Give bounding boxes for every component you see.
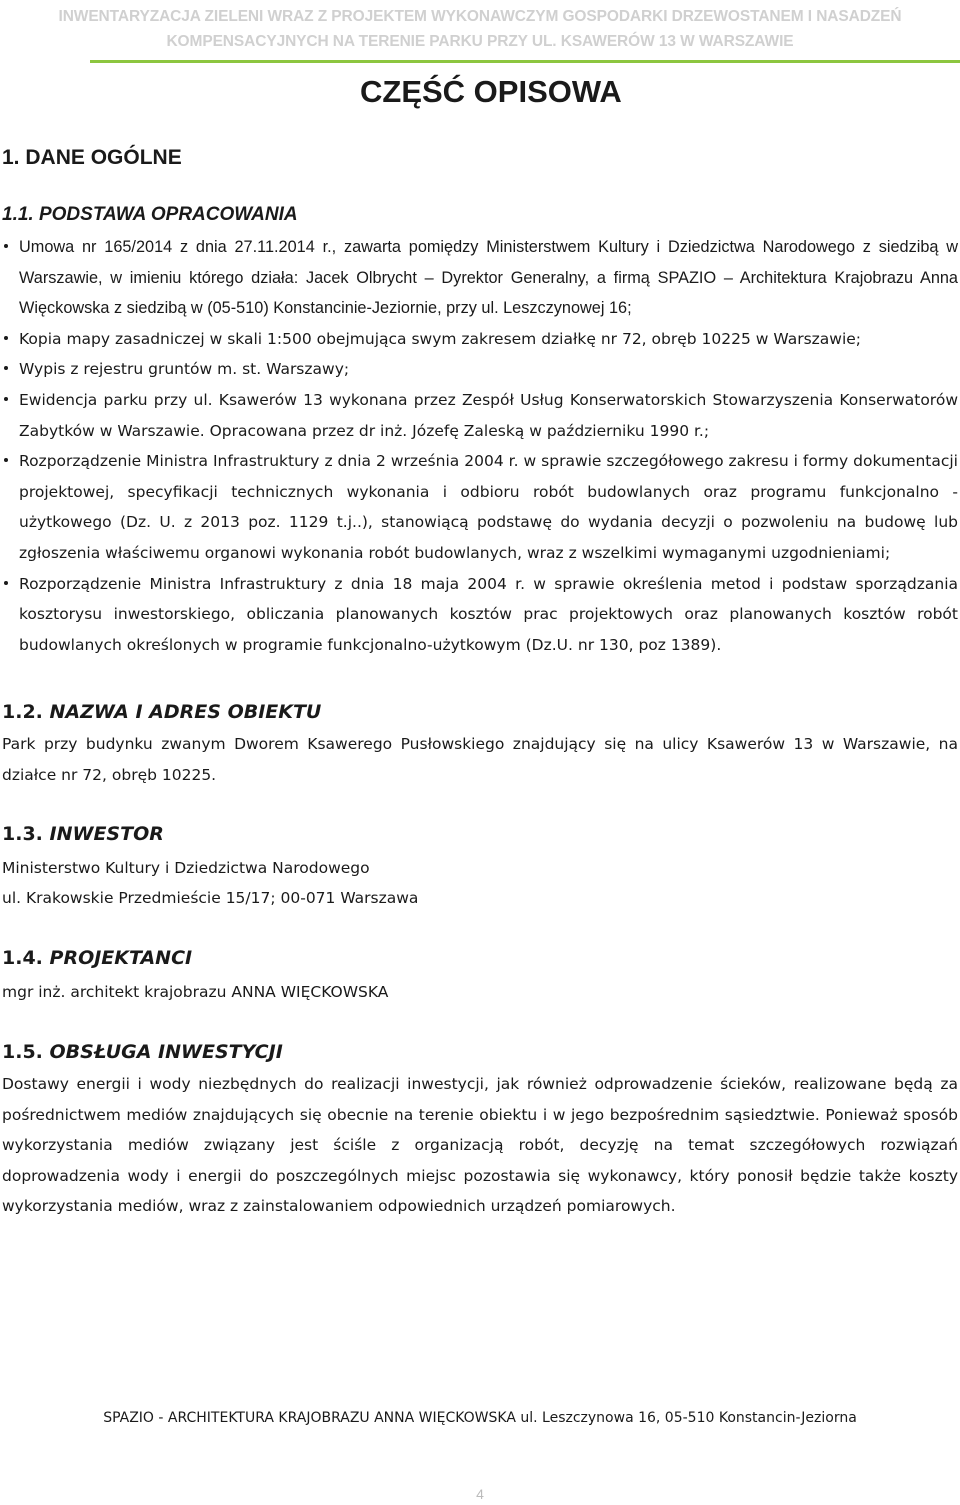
basis-item-regulation-2004-05: Rozporządzenie Ministra Infrastruktury z dnia 18 maja 2004 r. w sprawie określenia metod i podstaw sporządzania kosztorysu inwestorskiego, obliczania planowanych kosztów prac projektowych oraz planowanych kosztów robót budowlanych określonych w programie funkcjonalno-użytkowym (Dz.U. nr 130, poz 1389). bbox=[2, 569, 958, 661]
section-1-5-heading bbox=[2, 1039, 283, 1065]
section-1-3-number: 1.3. bbox=[2, 823, 43, 845]
part-title: CZĘŚĆ OPISOWA bbox=[360, 74, 622, 109]
section-1-3-title: INWESTOR bbox=[49, 823, 164, 845]
header-line-2: KOMPENSACYJNYCH NA TERENIE PARKU PRZY UL. KSAWERÓW 13 W WARSZAWIE bbox=[166, 33, 794, 50]
section-1-2-number: 1.2. bbox=[2, 701, 43, 723]
section-1-3-heading bbox=[2, 821, 164, 847]
utilities-text: Dostawy energii i wody niezbędnych do realizacji inwestycji, jak również odprowadzenie ścieków, realizowane będą za pośrednictwem mediów znajdujących się obecnie na terenie obiektu i w jego bezpośrednim sąsiedztwie. Ponieważ sposób wykorzystania mediów związany jest ściśle z organizacją robót, decyzję na temat szczegółowych rozwiązań doprowadzenia wody i energii do poszczególnych miejsc pozostawia się wykonawcy, który ponosił będzie także koszty wykorzystania mediów, wraz z zainstalowaniem odpowiednich urządzeń pomiarowych. bbox=[2, 1075, 958, 1216]
section-1-title: DANE OGÓLNE bbox=[25, 146, 182, 169]
section-1-2-heading bbox=[2, 699, 321, 725]
header-line-1: INWENTARYZACJA ZIELENI WRAZ Z PROJEKTEM WYKONAWCZYM GOSPODARKI DRZEWOSTANEM I NASADZEŃ bbox=[58, 8, 902, 25]
section-1-heading bbox=[2, 143, 182, 173]
section-1-1-title: PODSTAWA OPRACOWANIA bbox=[38, 204, 298, 225]
section-1-4-number: 1.4. bbox=[2, 947, 43, 969]
investor-address: ul. Krakowskie Przedmieście 15/17; 00-071 Warszawa bbox=[2, 889, 419, 907]
section-1-1-number: 1.1. bbox=[2, 204, 34, 225]
section-1-2-title: NAZWA I ADRES OBIEKTU bbox=[49, 701, 322, 723]
object-address-text: Park przy budynku zwanym Dworem Ksawerego Pusłowskiego znajdujący się na ulicy Ksawerów 13 w Warszawie, na działce nr 72, obręb 10225. bbox=[2, 735, 958, 784]
page-number: 4 bbox=[476, 1486, 484, 1502]
section-1-4-title: PROJEKTANCI bbox=[49, 947, 193, 969]
page-footer: SPAZIO - ARCHITEKTURA KRAJOBRAZU ANNA WIĘCKOWSKA ul. Leszczynowa 16, 05-510 Konstancin-Jeziorna bbox=[103, 1410, 857, 1426]
page-header bbox=[0, 4, 960, 54]
section-1-number: 1. bbox=[2, 146, 20, 169]
section-1-5-number: 1.5. bbox=[2, 1041, 43, 1063]
basis-item-contract: Umowa nr 165/2014 z dnia 27.11.2014 r., zawarta pomiędzy Ministerstwem Kultury i Dziedzictwa Narodowego z siedzibą w Warszawie, w imieniu którego działa: Jacek Olbrycht – Dyrektor Generalny, a firmą SPAZIO – Architektura Krajobrazu Anna Więckowska z siedzibą w (05-510) Konstancinie-Jeziornie, przy ul. Leszczynowej 16; bbox=[2, 232, 958, 324]
basis-list bbox=[2, 232, 958, 660]
basis-item-regulation-2004-09: Rozporządzenie Ministra Infrastruktury z dnia 2 września 2004 r. w sprawie szczegółowego zakresu i formy dokumentacji projektowej, specyfikacji technicznych wykonania i odbioru robót budowlanych oraz programu funkcjonalno - użytkowego (Dz. U. z 2013 poz. 1129 t.j..), stanowiącą podstawę do wydania decyzji o pozwoleniu na budowę lub zgłoszenia właściwemu organowi wykonania robót budowlanych, wraz z wszelkimi wymaganymi uzgodnieniami; bbox=[2, 446, 958, 568]
basis-item-land-register: Wypis z rejestru gruntów m. st. Warszawy; bbox=[2, 354, 958, 385]
investor-name: Ministerstwo Kultury i Dziedzictwa Narodowego bbox=[2, 859, 370, 877]
basis-item-map: Kopia mapy zasadniczej w skali 1:500 obejmująca swym zakresem działkę nr 72, obręb 10225 w Warszawie; bbox=[2, 324, 958, 355]
basis-item-park-record: Ewidencja parku przy ul. Ksawerów 13 wykonana przez Zespół Usług Konserwatorskich Stowarzyszenia Konserwatorów Zabytków w Warszawie. Opracowana przez dr inż. Józefę Zaleską w październiku 1990 r.; bbox=[2, 385, 958, 446]
section-1-4-heading bbox=[2, 945, 192, 971]
section-1-5-title: OBSŁUGA INWESTYCJI bbox=[49, 1041, 283, 1063]
section-1-1-heading bbox=[2, 202, 298, 228]
designer-name: mgr inż. architekt krajobrazu ANNA WIĘCKOWSKA bbox=[2, 983, 389, 1001]
header-rule bbox=[90, 60, 960, 63]
